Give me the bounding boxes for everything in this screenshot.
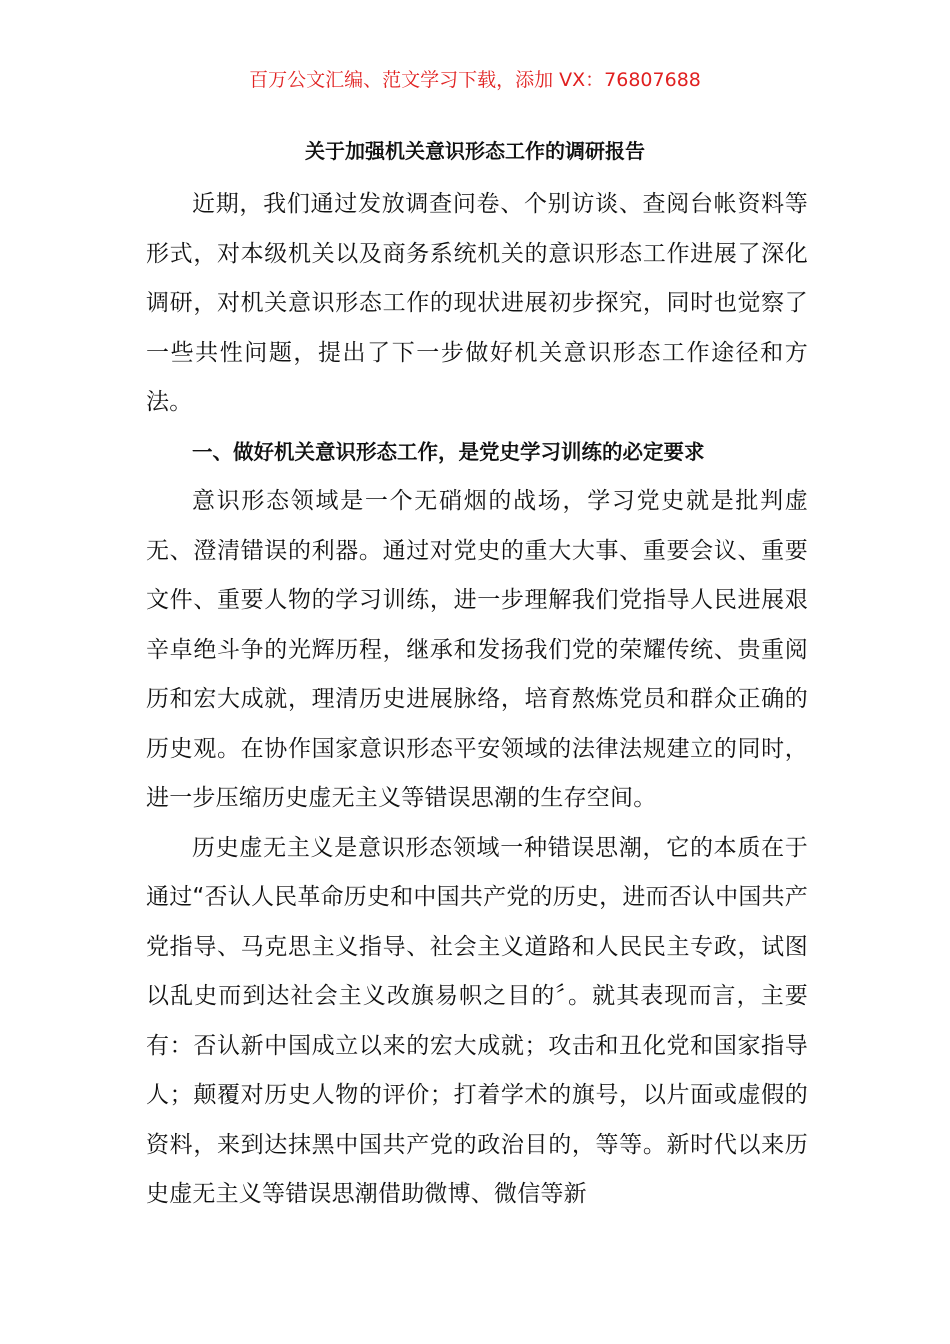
document-body — [146, 180, 808, 1220]
section-1-paragraph-1: 意识形态领域是一个无硝烟的战场，学习党史就是批判虚无、澄清错误的利器。通过对党史的重大大事、重要会议、重要文件、重要人物的学习训练，进一步理解我们党指导人民进展艰辛卓绝斗争的光辉历程，继承和发扬我们党的荣耀传统、贵重阅历和宏大成就，理清历史进展脉络，培育熬炼党员和群众正确的历史观。在协作国家意识形态平安领域的法律法规建立的同时，进一步压缩历史虚无主义等错误思潮的生存空间。 — [146, 488, 808, 811]
section-1-paragraph-2: 历史虚无主义是意识形态领域一种错误思潮，它的本质在于通过“否认人民革命历史和中国共产党的历史，进而否认中国共产党指导、马克思主义指导、社会主义道路和人民民主专政，试图以乱史而到达社会主义改旗易帜之目的〞。就其表现而言，主要有：否认新中国成立以来的宏大成就；攻击和丑化党和国家指导人；颠覆对历史人物的评价；打着学术的旗号，以片面或虚假的资料，来到达抹黑中国共产党的政治目的，等等。新时代以来历史虚无主义等错误思潮借助微博、微信等新 — [146, 834, 808, 1207]
intro-paragraph: 近期，我们通过发放调查问卷、个别访谈、查阅台帐资料等形式，对本级机关以及商务系统机关的意识形态工作进展了深化调研，对机关意识形态工作的现状进展初步探究，同时也觉察了一些共性问题，提出了下一步做好机关意识形态工作途径和方法。 — [146, 191, 808, 415]
document-title: 关于加强机关意识形态工作的调研报告 — [305, 139, 645, 163]
section-1-heading: 一、做好机关意识形态工作，是党史学习训练的必定要求 — [192, 439, 705, 464]
download-banner: 百万公文汇编、范文学习下载，添加 VX：76807688 — [249, 69, 701, 91]
